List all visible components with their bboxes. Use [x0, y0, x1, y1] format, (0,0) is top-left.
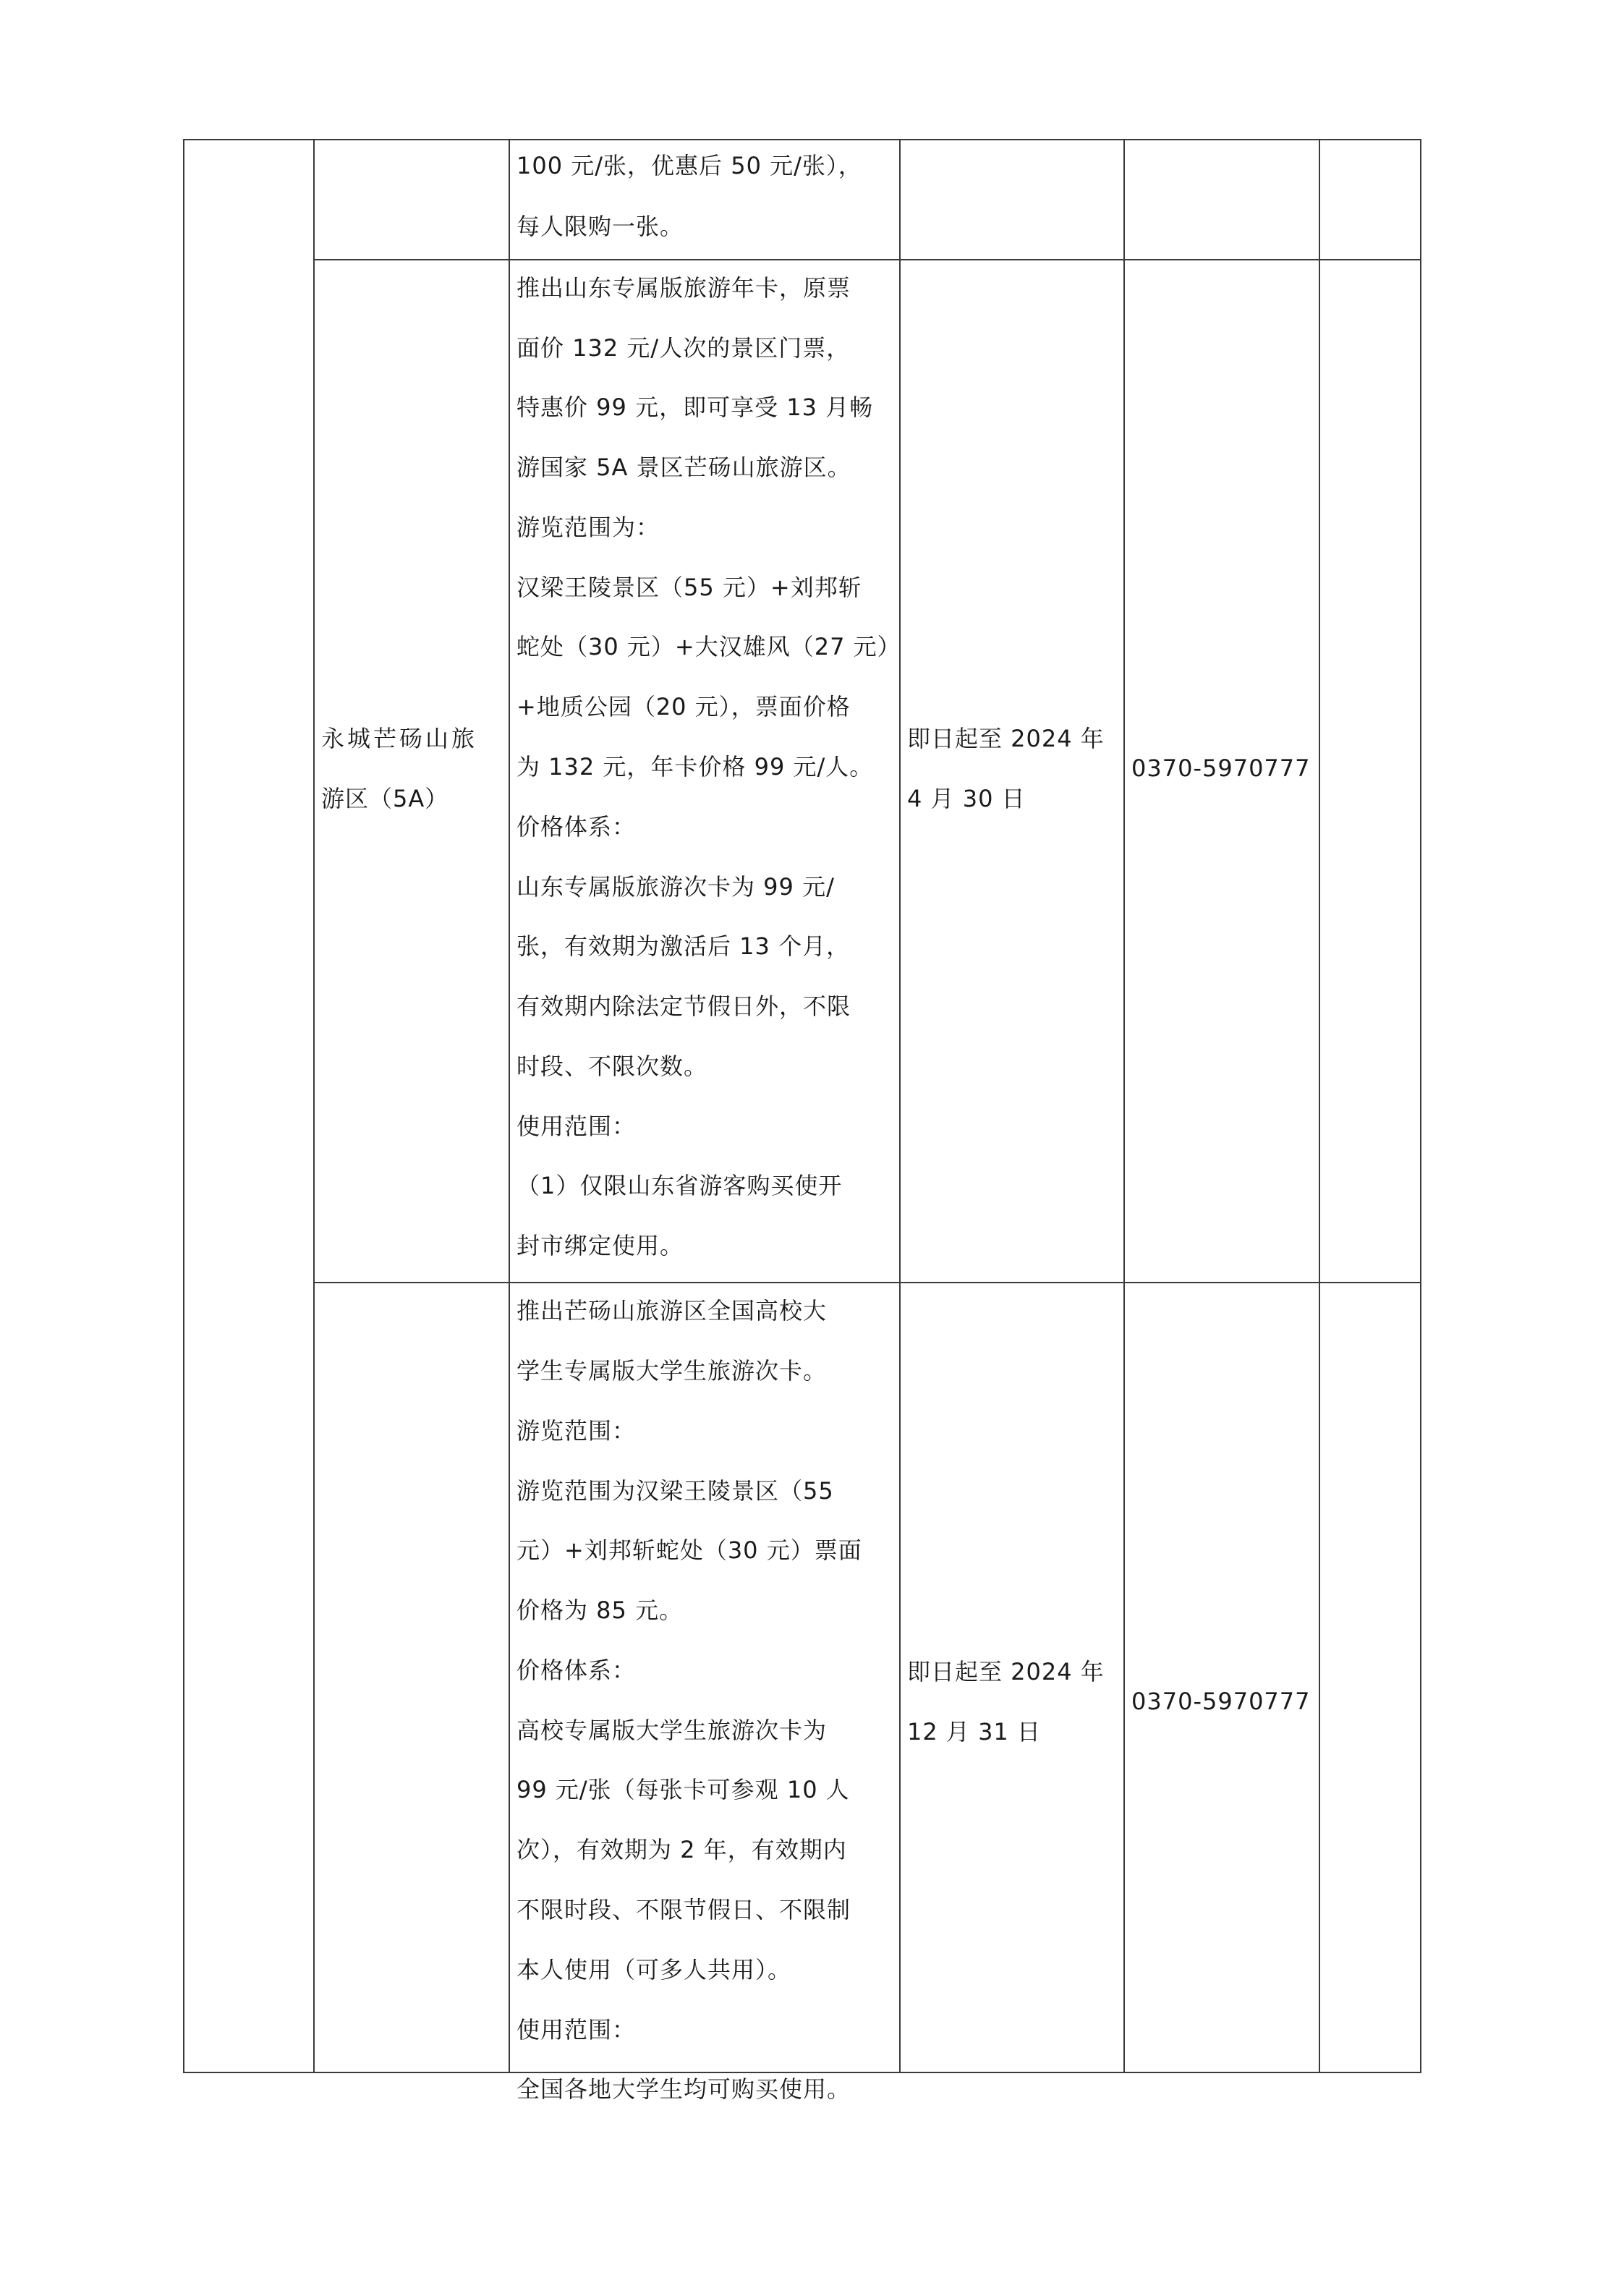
- content-line: 次），有效期为 2 年，有效期内: [516, 1836, 847, 1863]
- content-line: 学生专属版大学生旅游次卡。: [516, 1357, 828, 1385]
- column-divider-4: [1123, 139, 1125, 2072]
- content-line: 不限时段、不限节假日、不限制: [516, 1896, 851, 1923]
- validity-period: 即日起至 2024 年: [907, 725, 1105, 752]
- validity-period: 4 月 30 日: [907, 785, 1026, 812]
- content-line: 价格为 85 元。: [516, 1596, 684, 1624]
- validity-period: 12 月 31 日: [907, 1718, 1041, 1746]
- content-line: 汉梁王陵景区（55 元）+刘邦斩: [516, 574, 862, 601]
- content-line: 99 元/张（每张卡可参观 10 人: [516, 1776, 850, 1803]
- contact-phone: 0370-5970777: [1131, 754, 1311, 782]
- row-divider-1: [313, 259, 1421, 260]
- column-divider-3: [899, 139, 901, 2072]
- content-line: 推出山东专属版旅游年卡，原票: [516, 274, 851, 302]
- content-line: 游览范围：: [516, 1417, 637, 1445]
- content-line: 使用范围：: [516, 1113, 637, 1140]
- content-line: 推出芒砀山旅游区全国高校大: [516, 1297, 828, 1325]
- content-line: 张，有效期为激活后 13 个月，: [516, 932, 851, 960]
- table-border-bottom: [183, 2072, 1421, 2073]
- content-line: 100 元/张，优惠后 50 元/张），: [516, 152, 862, 179]
- content-line: 全国各地大学生均可购买使用。: [516, 2075, 851, 2103]
- contact-phone: 0370-5970777: [1131, 1688, 1311, 1715]
- content-line: 特惠价 99 元，即可享受 13 月畅: [516, 394, 874, 421]
- validity-period: 即日起至 2024 年: [907, 1658, 1105, 1685]
- table-border-right: [1420, 139, 1421, 2072]
- content-line: 使用范围：: [516, 2016, 637, 2044]
- content-line: 有效期内除法定节假日外，不限: [516, 992, 851, 1020]
- content-line: 游国家 5A 景区芒砀山旅游区。: [516, 454, 851, 481]
- content-line: 面价 132 元/人次的景区门票，: [516, 334, 851, 362]
- content-line: 封市绑定使用。: [516, 1232, 684, 1259]
- content-line: 蛇处（30 元）+大汉雄风（27 元）: [516, 633, 901, 660]
- content-line: 游览范围为汉梁王陵景区（55: [516, 1477, 834, 1505]
- content-line: 本人使用（可多人共用）。: [516, 1956, 792, 1984]
- column-divider-5: [1319, 139, 1320, 2072]
- content-line: 元）+刘邦斩蛇处（30 元）票面: [516, 1536, 862, 1564]
- content-line: 每人限购一张。: [516, 213, 684, 240]
- content-line: 时段、不限次数。: [516, 1053, 708, 1080]
- scenic-area-name: 永城芒砀山旅: [321, 725, 478, 752]
- column-divider-2: [509, 139, 510, 2072]
- row-divider-2: [313, 1282, 1421, 1283]
- content-line: 为 132 元，年卡价格 99 元/人。: [516, 753, 874, 781]
- column-divider-1: [313, 139, 315, 2072]
- content-line: 价格体系：: [516, 813, 637, 841]
- content-line: +地质公园（20 元），票面价格: [516, 693, 851, 720]
- content-line: （1）仅限山东省游客购买使开: [516, 1172, 843, 1199]
- content-line: 高校专属版大学生旅游次卡为: [516, 1717, 828, 1744]
- content-line: 游览范围为：: [516, 514, 660, 541]
- scenic-area-name: 游区（5A）: [321, 785, 449, 812]
- content-line: 山东专属版旅游次卡为 99 元/: [516, 873, 835, 901]
- table-border-top: [183, 139, 1421, 140]
- content-line: 价格体系：: [516, 1657, 637, 1684]
- table-border-left: [183, 139, 184, 2072]
